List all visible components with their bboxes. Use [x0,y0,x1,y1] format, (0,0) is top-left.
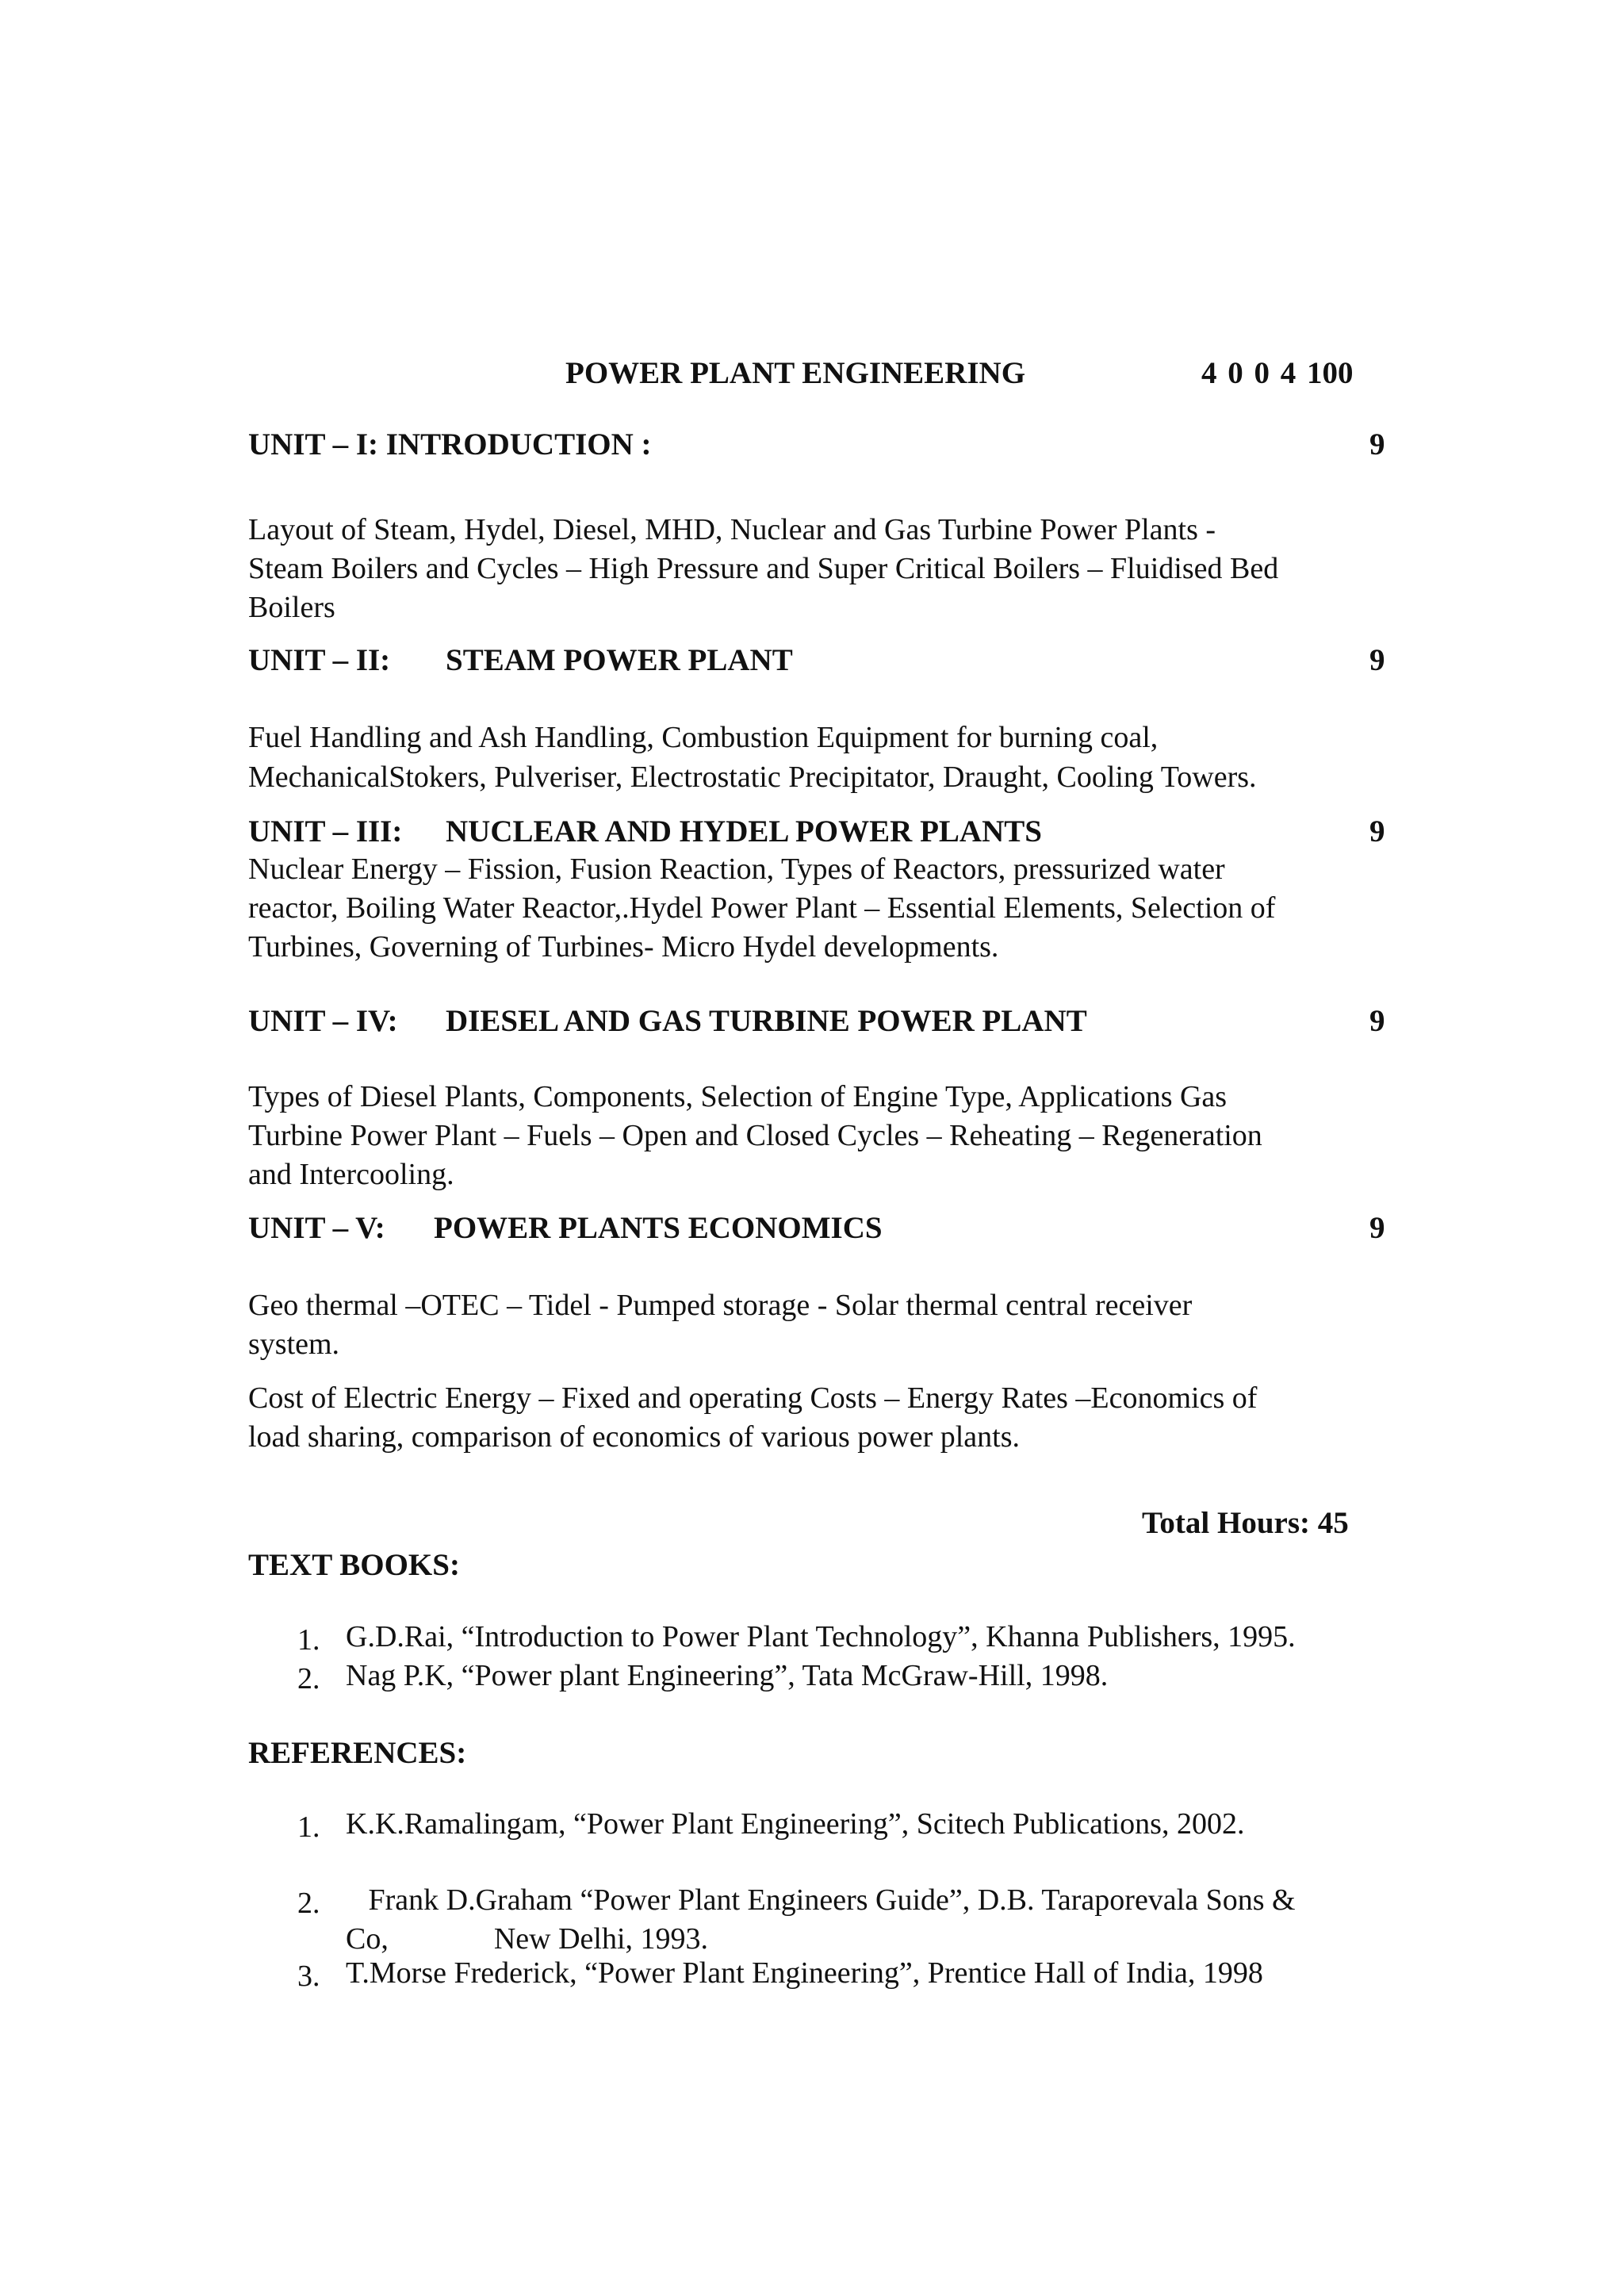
unit-1-line-2: Steam Boilers and Cycles – High Pressure and Super Critical Boilers – Fluidised Bed [248,552,1279,585]
unit-1-label: UNIT – I: INTRODUCTION : [248,427,652,462]
unit-4-line-1: Types of Diesel Plants, Components, Selection of Engine Type, Applications Gas [248,1080,1228,1113]
unit-3-line-3: Turbines, Governing of Turbines- Micro Hydel developments. [248,930,999,964]
text-book-1-number: 1. [297,1623,320,1657]
unit-5-line-1: Geo thermal –OTEC – Tidel - Pumped storage - Solar thermal central receiver [248,1289,1193,1322]
unit-4-label: UNIT – IV: [248,1004,398,1038]
reference-1: K.K.Ramalingam, “Power Plant Engineering”, Scitech Publications, 2002. [346,1807,1245,1841]
unit-4-name: DIESEL AND GAS TURBINE POWER PLANT [446,1004,1087,1038]
reference-3-number: 3. [297,1960,320,1993]
course-credits: 4 0 0 4 100 [1201,356,1354,390]
unit-2-label: UNIT – II: [248,643,391,677]
reference-2-line-1: Frank D.Graham “Power Plant Engineers Guide”, D.B. Taraporevala Sons & [346,1883,1296,1917]
total-hours: Total Hours: 45 [1142,1506,1349,1540]
unit-3-line-2: reactor, Boiling Water Reactor,.Hydel Power Plant – Essential Elements, Selection of [248,891,1276,925]
reference-1-number: 1. [297,1810,320,1844]
unit-3-name: NUCLEAR AND HYDEL POWER PLANTS [446,814,1042,849]
unit-4-hours: 9 [1369,1004,1385,1038]
text-book-2-number: 2. [297,1662,320,1695]
unit-3-label: UNIT – III: [248,814,403,849]
unit-5-line-3: Cost of Electric Energy – Fixed and operating Costs – Energy Rates –Economics of [248,1381,1258,1415]
reference-2-number: 2. [297,1887,320,1920]
unit-3-line-1: Nuclear Energy – Fission, Fusion Reaction, Types of Reactors, pressurized water [248,852,1225,886]
unit-5-hours: 9 [1369,1211,1385,1245]
text-book-2: Nag P.K, “Power plant Engineering”, Tata McGraw-Hill, 1998. [346,1659,1109,1692]
unit-1-line-3: Boilers [248,591,335,624]
unit-4-line-2: Turbine Power Plant – Fuels – Open and Closed Cycles – Reheating – Regeneration [248,1119,1262,1152]
unit-2-line-1: Fuel Handling and Ash Handling, Combustion Equipment for burning coal, [248,721,1159,754]
unit-3-hours: 9 [1369,814,1385,849]
unit-1-hours: 9 [1369,427,1385,462]
unit-1-line-1: Layout of Steam, Hydel, Diesel, MHD, Nuclear and Gas Turbine Power Plants - [248,513,1216,546]
unit-4-line-3: and Intercooling. [248,1158,454,1191]
unit-5-label: UNIT – V: [248,1211,385,1245]
references-heading: REFERENCES: [248,1736,467,1770]
text-books-heading: TEXT BOOKS: [248,1548,460,1582]
unit-2-hours: 9 [1369,643,1385,677]
unit-5-line-2: system. [248,1328,340,1361]
course-title: POWER PLANT ENGINEERING [565,356,1026,390]
unit-5-line-4: load sharing, comparison of economics of various power plants. [248,1420,1020,1454]
reference-2-line-2: Co, New Delhi, 1993. [346,1922,709,1956]
unit-2-line-2: MechanicalStokers, Pulveriser, Electrostatic Precipitator, Draught, Cooling Towers. [248,761,1257,794]
reference-3: T.Morse Frederick, “Power Plant Engineering”, Prentice Hall of India, 1998 [346,1956,1263,1990]
unit-2-name: STEAM POWER PLANT [446,643,793,677]
unit-5-name: POWER PLANTS ECONOMICS [434,1211,883,1245]
text-book-1: G.D.Rai, “Introduction to Power Plant Technology”, Khanna Publishers, 1995. [346,1620,1296,1653]
